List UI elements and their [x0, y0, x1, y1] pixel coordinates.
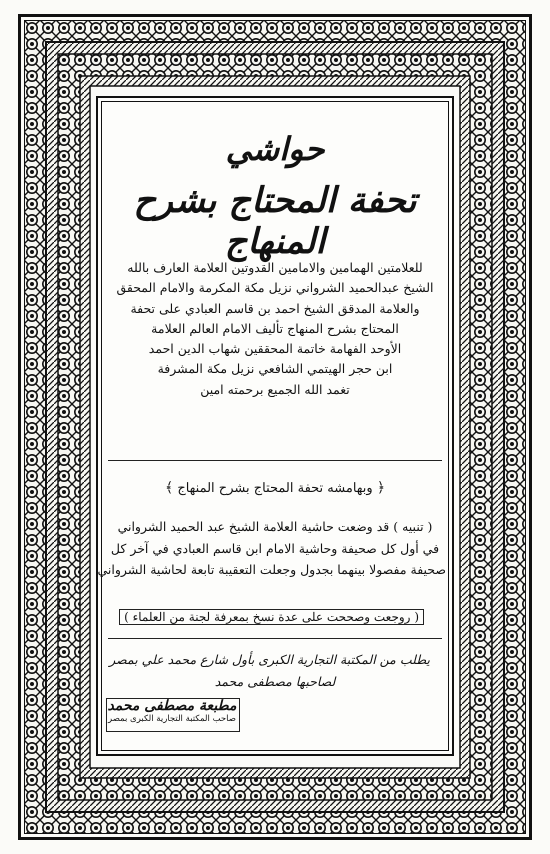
open-bracket-icon: ﴿ — [376, 480, 386, 496]
description-line: والعلامة المدقق الشيخ احمد بن قاسم العبادي على تحفة — [130, 300, 420, 316]
notice-line — [104, 516, 446, 538]
notice-block — [97, 516, 446, 581]
revision-text: روجعت وصححت على عدة نسخ بمعرفة لجنة من العلماء — [132, 610, 411, 624]
description-line: المحتاج بشرح المنهاج تأليف الامام العالم العلامة — [151, 320, 399, 336]
margin-note-text: وبهامشه تحفة المحتاج بشرح المنهاج — [177, 481, 373, 496]
description-line: للعلامتين الهمامين والامامين القدوتين العلامة العارف بالله — [127, 260, 423, 275]
book-title-main: تحفة المحتاج بشرح المنهاج — [133, 180, 417, 262]
description-line: تغمد الله الجميع برحمته امين — [200, 381, 350, 397]
description-line: الشيخ عبدالحميد الشرواني نزيل مكة المكرمة والامام المحقق — [116, 280, 434, 296]
owner-line: لصاحبها مصطفى محمد — [214, 674, 336, 689]
stamp-subtitle: صاحب المكتبة التجارية الكبرى بمصر — [108, 714, 236, 724]
notice-line: صحيفة مفصولا بينهما بجدول وجعلت التعقيبة تابعة لحاشية الشرواني — [97, 562, 446, 577]
close-bracket-icon: ﴾ — [164, 480, 174, 496]
notice-text: قد وضعت حاشية العلامة الشيخ عبد الحميد الشرواني — [117, 519, 390, 534]
title-content — [97, 100, 450, 752]
book-title-top: حواشي — [225, 130, 325, 168]
open-paren-icon: ( — [414, 610, 419, 624]
press-stamp — [104, 698, 240, 732]
notice-line: في أول كل صحيفة وحاشية الامام ابن قاسم العبادي في آخر كل — [110, 540, 440, 556]
stamp-border — [106, 698, 240, 732]
description-line: ابن حجر الهيتمي الشافعي نزيل مكة المشرفة — [157, 361, 393, 377]
revision-note — [126, 610, 424, 624]
stamp-title: مطبعة مصطفى محمد — [107, 698, 237, 714]
description-line: الأوحد الفهامة خاتمة المحققين شهاب الدين احمد — [148, 341, 402, 357]
publisher-line: يطلب من المكتبة التجارية الكبرى بأول شارع محمد علي بمصر — [109, 652, 430, 667]
close-paren-icon: ) — [124, 610, 129, 624]
author-description — [108, 258, 442, 400]
divider-rule — [108, 460, 442, 461]
divider-rule — [108, 638, 442, 639]
margin-note-title — [164, 480, 386, 496]
notice-tag: ( تنبيه ) — [393, 519, 433, 534]
